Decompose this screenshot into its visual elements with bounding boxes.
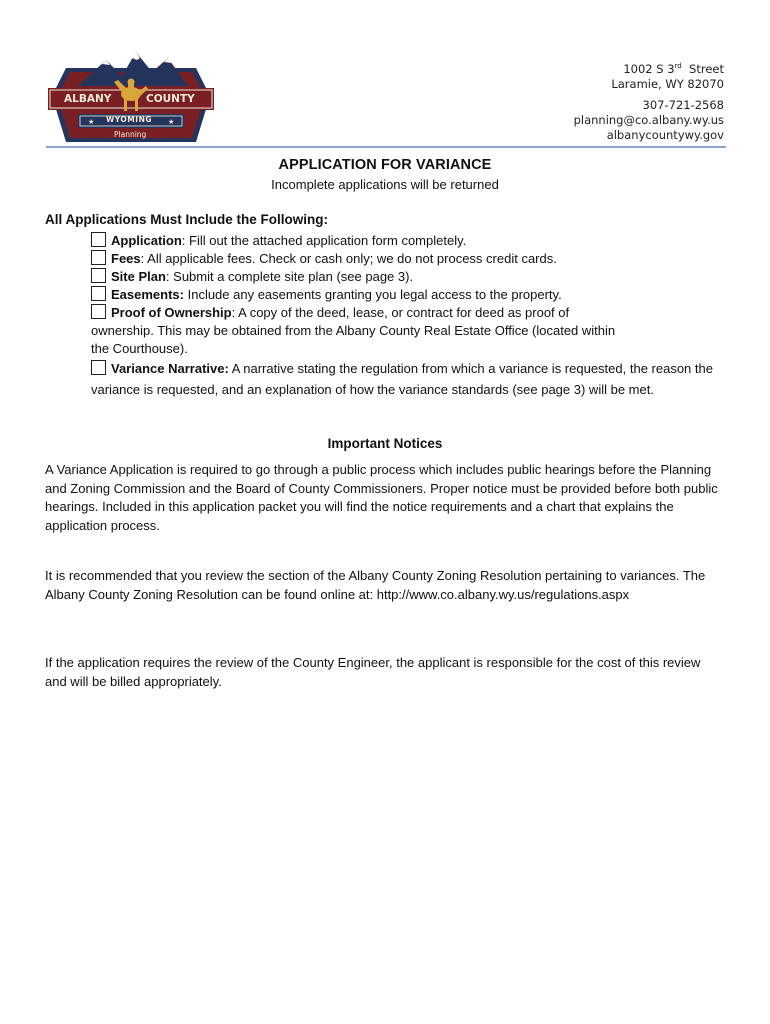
svg-text:★: ★ [168,118,175,126]
requirement-item [91,304,727,358]
requirement-label: Variance Narrative: [111,361,229,376]
requirement-text: : All applicable fees. Check or cash only; we do not process credit cards. [140,251,557,266]
requirement-text: Include any easements granting you legal access to the property. [183,287,562,302]
albany-county-planning-logo [48,46,214,146]
checkbox[interactable] [91,286,106,301]
website-link[interactable]: albanycountywy.gov [606,128,724,142]
page-title: APPLICATION FOR VARIANCE [278,157,492,173]
logo-county-right: COUNTY [146,93,195,105]
contact-block [574,62,724,143]
requirement-label: Proof of Ownership [111,305,232,320]
requirement-label: Easements: [111,287,184,302]
requirement-text: : A copy of the deed, lease, or contract for deed as proof of ownership. This may be obtained from the Albany County Real Estate Office (located within the Courthouse). [91,305,616,356]
requirement-text: : Submit a complete site plan (see page 3). [165,269,414,284]
requirement-item [91,268,727,286]
logo-county-left: ALBANY [64,93,112,105]
notice-paragraph: A Variance Application is required to go through a public process which includes public hearings before the Planning and Zoning Commission and the Board of County Commissioners. Proper notice must be provided before both public hearings. Included in this application packet you will find the notice requirements and a chart that explains the application process. [45,462,718,533]
requirement-item [91,250,727,268]
requirement-item [91,286,727,304]
street-number: 1002 S 3 [623,62,675,76]
checkbox[interactable] [91,268,106,283]
notice-paragraph: It is recommended that you review the section of the Albany County Zoning Resolution pertaining to variances. The Albany County Zoning Resolution can be found online at: http://www.co.albany.wy.us/regulations.aspx [45,568,706,602]
requirement-item [91,358,727,400]
requirement-item [91,232,727,250]
requirement-text: A narrative stating the regulation from which a variance is requested, the reason the variance is requested, and an explanation of how the variance standards (see page 3) will be met. [91,361,713,397]
email-link[interactable]: planning@co.albany.wy.us [573,113,724,127]
header-divider [46,146,726,148]
street-suffix: rd [674,62,682,71]
page-subtitle: Incomplete applications will be returned [271,177,499,192]
phone: 307-721-2568 [642,98,724,112]
address-street [574,62,724,77]
street-name: Street [689,62,724,76]
notices-heading: Important Notices [327,436,443,451]
requirement-label: Application [111,233,182,248]
checkbox[interactable] [91,304,106,319]
requirements-heading: All Applications Must Include the Following: [45,212,328,227]
address-city: Laramie, WY 82070 [611,77,724,91]
logo-department: Planning [114,130,147,139]
logo-state: WYOMING [106,115,152,124]
requirement-text: : Fill out the attached application form completely. [181,233,467,248]
requirements-list [91,232,727,400]
requirement-label: Fees [111,251,141,266]
requirement-label: Site Plan [111,269,166,284]
checkbox[interactable] [91,360,106,375]
checkbox[interactable] [91,232,106,247]
svg-text:★: ★ [88,118,95,126]
checkbox[interactable] [91,250,106,265]
notice-paragraph: If the application requires the review of the County Engineer, the applicant is responsible for the cost of this review and will be billed appropriately. [45,655,701,689]
